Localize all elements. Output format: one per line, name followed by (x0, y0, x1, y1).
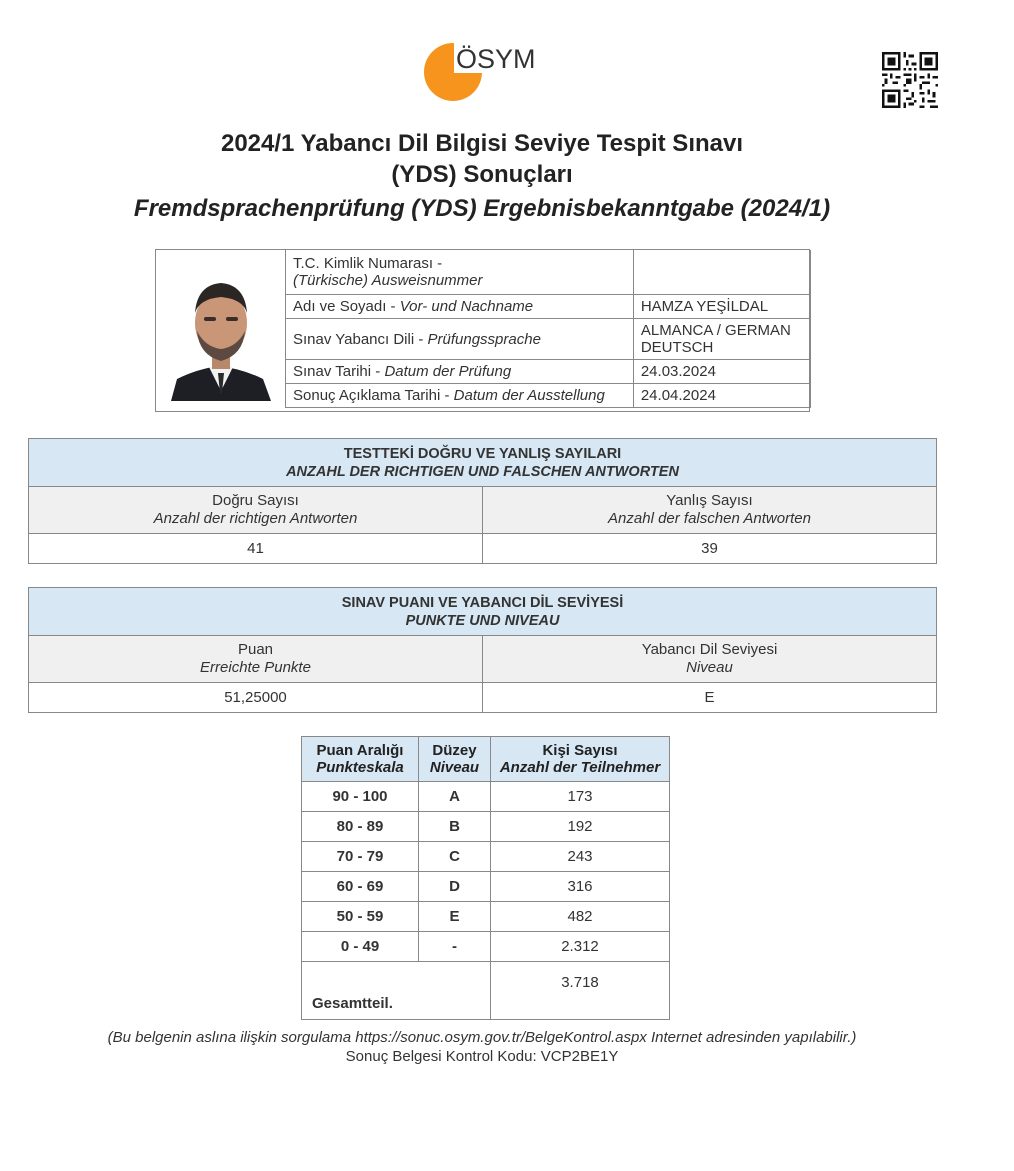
count-cell: 173 (491, 782, 670, 812)
osym-logo (424, 43, 554, 103)
table-row (302, 782, 670, 812)
range-cell: 0 - 49 (302, 932, 419, 962)
total-value: 3.718 (491, 962, 670, 1020)
count-cell: 482 (491, 902, 670, 932)
title-german: Fremdsprachenprüfung (YDS) Ergebnisbekanntgabe (2024/1) (133, 195, 831, 222)
value-result-date: 24.04.2024 (633, 384, 810, 408)
score-distribution-table (301, 736, 670, 1020)
title-line-1: 2024/1 Yabancı Dil Bilgisi Seviye Tespit Sınavı (220, 130, 744, 157)
level-cell: B (419, 812, 491, 842)
correct-count-value: 41 (29, 534, 483, 564)
level-cell: E (419, 902, 491, 932)
score-value: 51,25000 (29, 683, 483, 713)
table-row (302, 932, 670, 962)
count-cell: 192 (491, 812, 670, 842)
candidate-photo (157, 251, 285, 410)
score-label: Puan Erreichte Punkte (29, 636, 483, 683)
level-cell: A (419, 782, 491, 812)
count-cell: 2.312 (491, 932, 670, 962)
value-exam-language: ALMANCA / GERMAN DEUTSCH (633, 319, 810, 360)
table-row (302, 842, 670, 872)
label-exam-language: Sınav Yabancı Dili - Prüfungssprache (286, 319, 634, 360)
header-score-range: Puan Aralığı Punkteskala (302, 737, 419, 782)
level-cell: D (419, 872, 491, 902)
table-row (302, 872, 670, 902)
score-table (28, 587, 937, 713)
personal-info-table (285, 249, 811, 408)
table-row (302, 812, 670, 842)
wrong-count-label: Yanlış Sayısı Anzahl der falschen Antworten (483, 487, 937, 534)
range-cell: 60 - 69 (302, 872, 419, 902)
count-cell: 316 (491, 872, 670, 902)
answers-header: TESTTEKİ DOĞRU VE YANLIŞ SAYILARI ANZAHL DER RICHTIGEN UND FALSCHEN ANTWORTEN (29, 439, 937, 487)
range-cell: 50 - 59 (302, 902, 419, 932)
level-cell: C (419, 842, 491, 872)
header-level: Düzey Niveau (419, 737, 491, 782)
label-name: Adı ve Soyadı - Vor- und Nachname (286, 295, 634, 319)
personal-info-box (155, 249, 810, 412)
title-line-2: (YDS) Sonuçları (391, 161, 573, 188)
count-cell: 243 (491, 842, 670, 872)
label-result-date: Sonuç Açıklama Tarihi - Datum der Ausstellung (286, 384, 634, 408)
level-cell: - (419, 932, 491, 962)
answers-table (28, 438, 937, 564)
score-header: SINAV PUANI VE YABANCI DİL SEVİYESİ PUNKTE UND NIVEAU (29, 588, 937, 636)
document-title (0, 128, 964, 225)
control-code: Sonuç Belgesi Kontrol Kodu: VCP2BE1Y (345, 1048, 619, 1065)
label-id-number: T.C. Kimlik Numarası - (Türkische) Ausweisnummer (286, 250, 634, 295)
value-exam-date: 24.03.2024 (633, 360, 810, 384)
footer (0, 1028, 964, 1066)
qr-code-icon (882, 52, 938, 108)
correct-count-label: Doğru Sayısı Anzahl der richtigen Antworten (29, 487, 483, 534)
value-id-number (633, 250, 810, 295)
value-name: HAMZA YEŞİLDAL (633, 295, 810, 319)
level-value: E (483, 683, 937, 713)
label-exam-date: Sınav Tarihi - Datum der Prüfung (286, 360, 634, 384)
total-label: Gesamtteil. (302, 962, 491, 1020)
wrong-count-value: 39 (483, 534, 937, 564)
range-cell: 70 - 79 (302, 842, 419, 872)
logo-text: ÖSYM (454, 43, 540, 73)
verification-note: (Bu belgenin aslına ilişkin sorgulama https://sonuc.osym.gov.tr/BelgeKontrol.aspx Internet adresinden yapılabilir.) (107, 1029, 857, 1046)
table-row (302, 902, 670, 932)
range-cell: 80 - 89 (302, 812, 419, 842)
header-participants: Kişi Sayısı Anzahl der Teilnehmer (491, 737, 670, 782)
total-row (302, 962, 670, 1020)
range-cell: 90 - 100 (302, 782, 419, 812)
level-label: Yabancı Dil Seviyesi Niveau (483, 636, 937, 683)
distribution-header-row (302, 737, 670, 782)
